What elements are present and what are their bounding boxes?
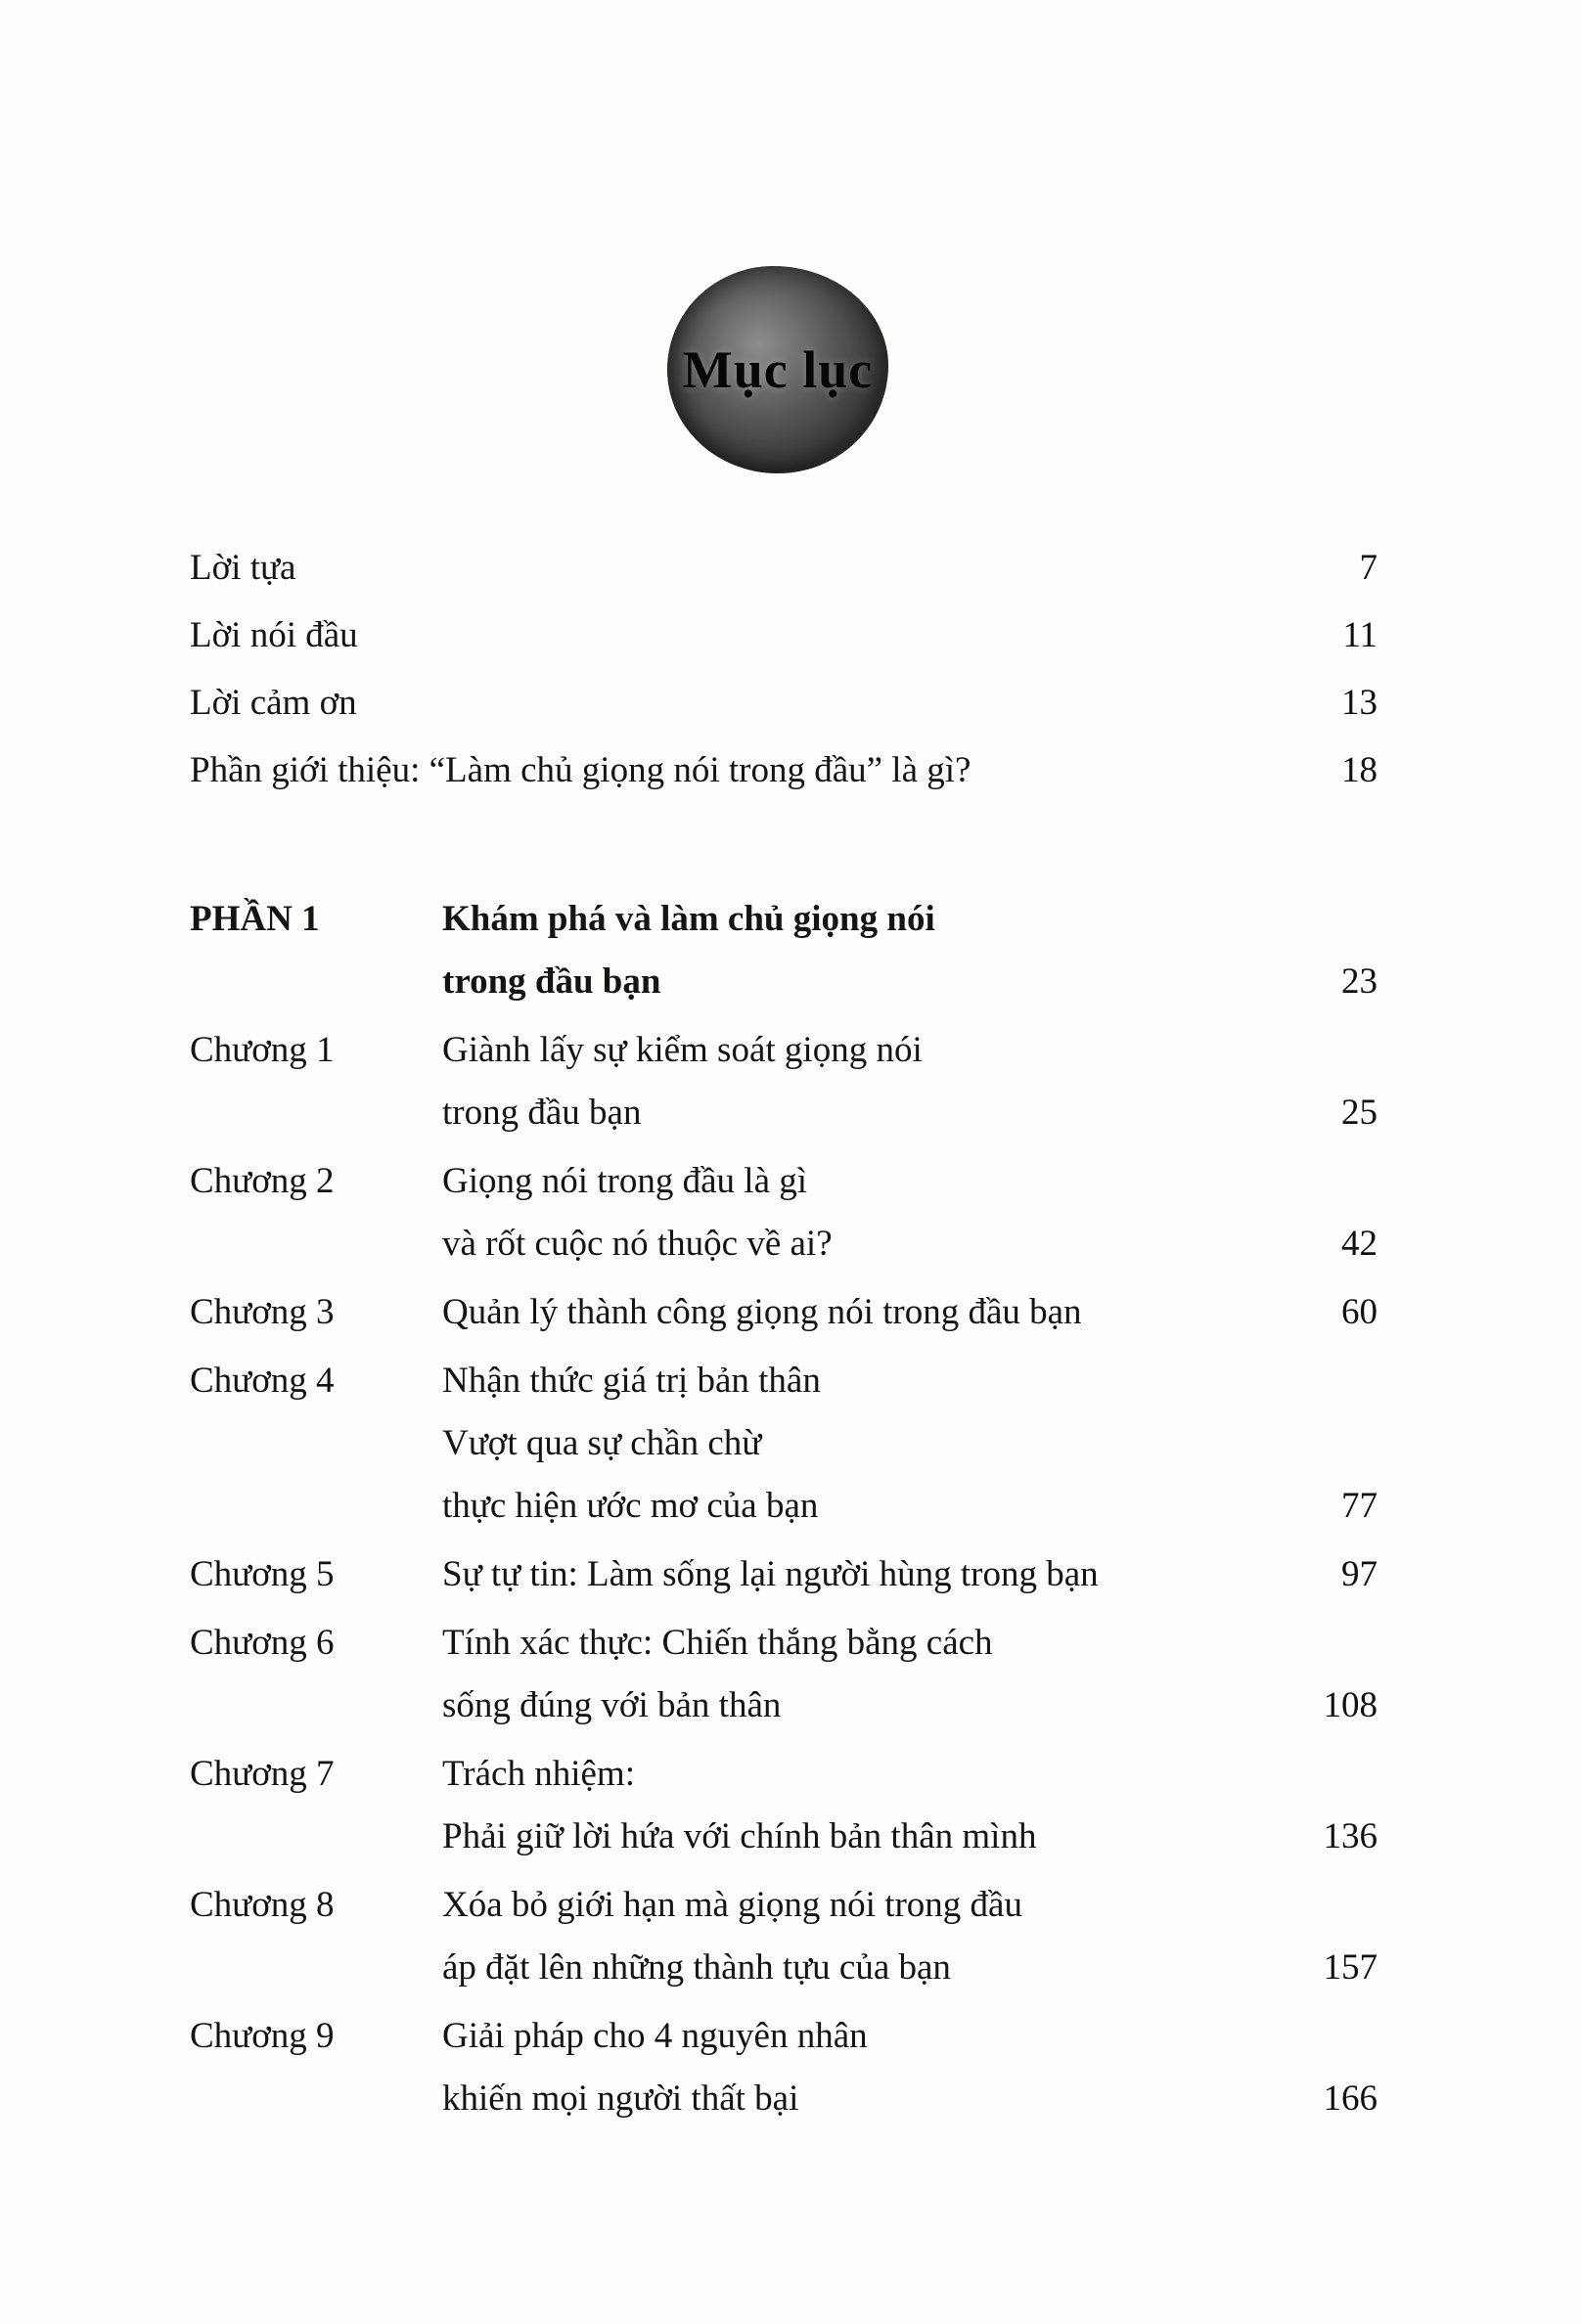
toc-section-row	[190, 1743, 1378, 1868]
toc-entry-line: áp đặt lên những thành tựu của bạn	[442, 1947, 951, 1988]
toc-entry-lines	[442, 1350, 1284, 1538]
toc-entry-lines	[442, 1150, 1284, 1275]
toc-front-matter-row	[190, 669, 1378, 737]
toc-page-number: 23	[1341, 961, 1378, 1002]
toc-section-label: Chương 7	[190, 1754, 335, 1794]
toc-page-number: 18	[1341, 750, 1378, 790]
toc-entry-line: Trách nhiệm:	[442, 1754, 635, 1794]
toc-entry-line: Khám phá và làm chủ giọng nói	[442, 899, 935, 939]
toc-page-number: 25	[1341, 1093, 1378, 1133]
toc-page-number: 11	[1342, 615, 1378, 655]
toc-entry-line: Nhận thức giá trị bản thân	[442, 1361, 821, 1401]
toc-entry-lines	[442, 2005, 1284, 2130]
toc-entry-line: Giành lấy sự kiểm soát giọng nói	[442, 1030, 923, 1070]
toc-front-matter-row	[190, 602, 1378, 669]
toc-entry-line: Xóa bỏ giới hạn mà giọng nói trong đầu	[442, 1885, 1022, 1925]
toc-entry-line: trong đầu bạn	[442, 961, 661, 1002]
toc-entry-line: Vượt qua sự chần chừ	[442, 1423, 762, 1463]
toc-section-label: Chương 9	[190, 2016, 335, 2056]
toc-section-row	[190, 2005, 1378, 2130]
toc-entry-lines	[442, 1019, 1284, 1144]
toc-page-number: 60	[1341, 1292, 1378, 1332]
toc-entry-lines	[442, 1612, 1284, 1737]
toc-section-label: Chương 3	[190, 1292, 335, 1332]
toc-entry-line: khiến mọi người thất bại	[442, 2078, 799, 2119]
toc-section-label: Chương 1	[190, 1030, 335, 1070]
toc-page-number: 97	[1341, 1554, 1378, 1594]
toc-entry-lines	[442, 1874, 1284, 1999]
toc-entry-lines	[442, 1281, 1284, 1344]
toc-section-row	[190, 1874, 1378, 1999]
toc-section-label: Chương 6	[190, 1623, 335, 1663]
toc-section-row	[190, 1612, 1378, 1737]
toc-entry-label: Lời cảm ơn	[190, 683, 357, 723]
toc-entry-lines	[442, 888, 1284, 1013]
toc-entry-line: Quản lý thành công giọng nói trong đầu bạn	[442, 1292, 1082, 1332]
toc-section-row	[190, 1019, 1378, 1144]
toc-entry-lines	[442, 1743, 1284, 1868]
toc-section-label: Chương 4	[190, 1361, 335, 1401]
page-title: Mục lục	[682, 340, 874, 399]
toc-page-number: 77	[1341, 1486, 1378, 1526]
title-ink-blob	[667, 266, 888, 473]
toc-page-number: 157	[1323, 1947, 1378, 1988]
toc-section-label: PHẦN 1	[190, 899, 320, 939]
toc-entry-line: sống đúng với bản thân	[442, 1685, 782, 1725]
toc-section-row	[190, 1543, 1378, 1606]
toc-entry-line: và rốt cuộc nó thuộc về ai?	[442, 1224, 833, 1264]
toc-page-number: 108	[1323, 1685, 1378, 1725]
toc-section-row	[190, 1350, 1378, 1538]
toc-section-list	[190, 888, 1378, 2136]
toc-entry-label: Phần giới thiệu: “Làm chủ giọng nói trong đầu” là gì?	[190, 750, 971, 790]
toc-page-number: 7	[1359, 548, 1378, 588]
toc-section-label: Chương 5	[190, 1554, 335, 1594]
toc-entry-line: Tính xác thực: Chiến thắng bằng cách	[442, 1623, 993, 1663]
toc-entry-line: Phải giữ lời hứa với chính bản thân mình	[442, 1816, 1037, 1856]
toc-page-number: 13	[1341, 683, 1378, 723]
toc-front-matter-row	[190, 534, 1378, 602]
toc-section-row	[190, 1281, 1378, 1344]
toc-entry-label: Lời tựa	[190, 548, 296, 588]
toc-page-number: 42	[1341, 1224, 1378, 1264]
toc-entry-label: Lời nói đầu	[190, 615, 358, 655]
toc-entry-lines	[442, 1543, 1284, 1606]
toc-section-label: Chương 2	[190, 1161, 335, 1201]
toc-front-matter-row	[190, 737, 1378, 804]
front-matter-list	[190, 534, 1378, 804]
toc-entry-line: trong đầu bạn	[442, 1093, 642, 1133]
toc-entry-line: Giải pháp cho 4 nguyên nhân	[442, 2016, 868, 2056]
toc-entry-line: thực hiện ước mơ của bạn	[442, 1486, 819, 1526]
toc-section-row	[190, 1150, 1378, 1275]
toc-section-label: Chương 8	[190, 1885, 335, 1925]
toc-entry-line: Giọng nói trong đầu là gì	[442, 1161, 808, 1201]
toc-entry-line: Sự tự tin: Làm sống lại người hùng trong bạn	[442, 1554, 1099, 1594]
toc-section-row	[190, 888, 1378, 1013]
toc-page-number: 136	[1323, 1816, 1378, 1856]
toc-page-number: 166	[1323, 2078, 1378, 2119]
